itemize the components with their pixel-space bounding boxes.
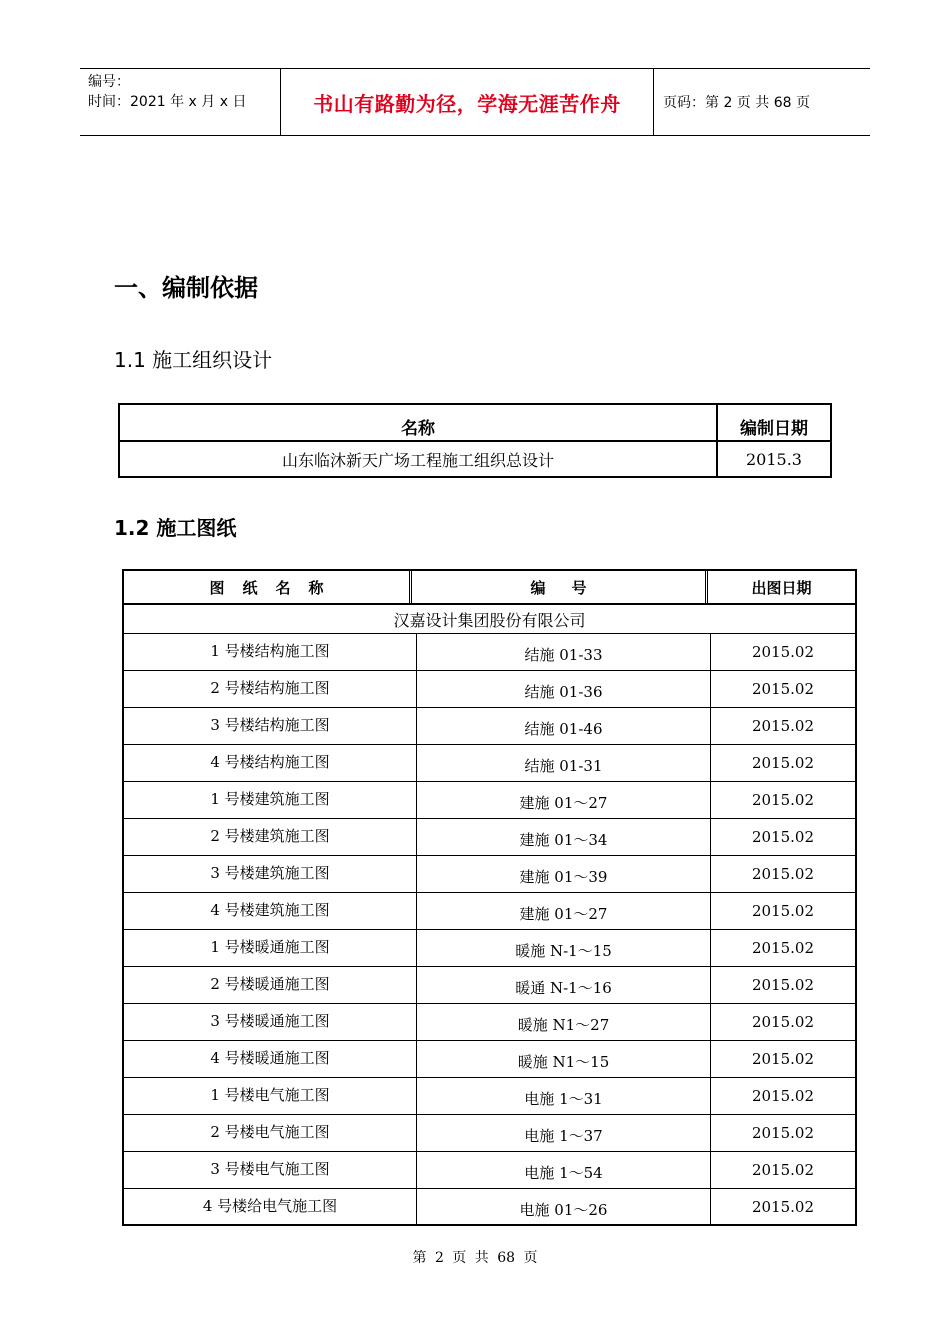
cell-date: 2015.3 (746, 449, 802, 469)
page-header (80, 68, 870, 136)
cell-code: 结施 01-46 (417, 708, 711, 744)
cell-code: 电施 1～37 (417, 1115, 711, 1151)
company-row: 汉嘉设计集团股份有限公司 (124, 604, 855, 634)
cell-code: 电施 1～31 (417, 1078, 711, 1114)
cell-code: 暖施 N1～27 (417, 1004, 711, 1040)
header-name: 名称 (120, 405, 718, 440)
cell-code: 建施 01～27 (417, 893, 711, 929)
table-row (124, 1004, 855, 1041)
cell-drawing-name: 3 号楼暖通施工图 (124, 1004, 417, 1040)
cell-code: 建施 01～39 (417, 856, 711, 892)
cell-drawing-name: 1 号楼建筑施工图 (124, 782, 417, 818)
cell-issue-date: 2015.02 (751, 790, 815, 809)
header-issue-date: 出图日期 (751, 578, 812, 597)
cell-issue-date: 2015.02 (751, 975, 815, 994)
cell-drawing-name: 2 号楼电气施工图 (124, 1115, 417, 1151)
cell-drawing-name: 4 号楼建筑施工图 (124, 893, 417, 929)
table-row (124, 1189, 855, 1226)
table-row (124, 1115, 855, 1152)
header-drawing-name: 图纸名称 (124, 571, 412, 603)
table-row (124, 1078, 855, 1115)
cell-issue-date: 2015.02 (751, 864, 815, 883)
table-row (120, 442, 830, 476)
cell-drawing-name: 3 号楼建筑施工图 (124, 856, 417, 892)
drawings-table-header (124, 571, 855, 604)
table-row (124, 671, 855, 708)
table-row (124, 1041, 855, 1078)
table-row (124, 745, 855, 782)
cell-issue-date: 2015.02 (751, 827, 815, 846)
header-page-info: 页码：第 2 页 共 68 页 (663, 95, 810, 111)
subsection-title-1: 1.1 施工组织设计 (114, 348, 273, 372)
cell-issue-date: 2015.02 (751, 1160, 815, 1179)
drawings-table-body (124, 634, 855, 1224)
table-row (124, 893, 855, 930)
table-row (124, 782, 855, 819)
table-row (124, 930, 855, 967)
cell-issue-date: 2015.02 (751, 938, 815, 957)
cell-drawing-name: 4 号楼暖通施工图 (124, 1041, 417, 1077)
cell-drawing-name: 2 号楼结构施工图 (124, 671, 417, 707)
cell-issue-date: 2015.02 (751, 1012, 815, 1031)
cell-drawing-name: 1 号楼电气施工图 (124, 1078, 417, 1114)
cell-drawing-name: 4 号楼结构施工图 (124, 745, 417, 781)
org-design-table-header (120, 405, 830, 442)
cell-issue-date: 2015.02 (751, 753, 815, 772)
cell-code: 电施 1～54 (417, 1152, 711, 1188)
header-motto: 书山有路勤为径，学海无涯苦作舟 (281, 69, 654, 135)
header-number: 编号： (88, 74, 130, 90)
page-footer: 第 2 页 共 68 页 (412, 1250, 538, 1266)
cell-issue-date: 2015.02 (751, 1123, 815, 1142)
cell-drawing-name: 1 号楼暖通施工图 (124, 930, 417, 966)
cell-drawing-name: 2 号楼建筑施工图 (124, 819, 417, 855)
table-row (124, 819, 855, 856)
table-row (124, 634, 855, 671)
cell-issue-date: 2015.02 (751, 716, 815, 735)
cell-drawing-name: 2 号楼暖通施工图 (124, 967, 417, 1003)
cell-name: 山东临沐新天广场工程施工组织总设计 (120, 442, 718, 476)
cell-drawing-name: 3 号楼结构施工图 (124, 708, 417, 744)
header-meta (80, 69, 281, 135)
cell-code: 暖施 N1～15 (417, 1041, 711, 1077)
cell-code: 建施 01～34 (417, 819, 711, 855)
table-row (124, 967, 855, 1004)
cell-code: 建施 01～27 (417, 782, 711, 818)
section-title: 一、编制依据 (114, 274, 258, 302)
cell-issue-date: 2015.02 (751, 901, 815, 920)
cell-drawing-name: 3 号楼电气施工图 (124, 1152, 417, 1188)
cell-issue-date: 2015.02 (751, 1198, 815, 1216)
cell-code: 结施 01-31 (417, 745, 711, 781)
cell-drawing-name: 1 号楼结构施工图 (124, 634, 417, 670)
org-design-table (118, 403, 832, 478)
header-code: 编号 (412, 571, 708, 603)
cell-issue-date: 2015.02 (751, 1049, 815, 1068)
cell-drawing-name: 4 号楼给电气施工图 (124, 1189, 417, 1226)
header-date: 编制日期 (740, 419, 808, 439)
table-row (124, 1152, 855, 1189)
cell-code: 结施 01-36 (417, 671, 711, 707)
subsection-title-2: 1.2 施工图纸 (114, 516, 237, 540)
drawings-table (122, 569, 857, 1226)
cell-code: 暖通 N-1～16 (417, 967, 711, 1003)
cell-code: 暖施 N-1～15 (417, 930, 711, 966)
cell-issue-date: 2015.02 (751, 679, 815, 698)
table-row (124, 856, 855, 893)
table-row (124, 708, 855, 745)
cell-code: 结施 01-33 (417, 634, 711, 670)
cell-issue-date: 2015.02 (751, 642, 815, 661)
cell-issue-date: 2015.02 (751, 1086, 815, 1105)
header-time: 时间：2021 年 x 月 x 日 (88, 94, 247, 110)
cell-code: 电施 01～26 (417, 1189, 711, 1226)
